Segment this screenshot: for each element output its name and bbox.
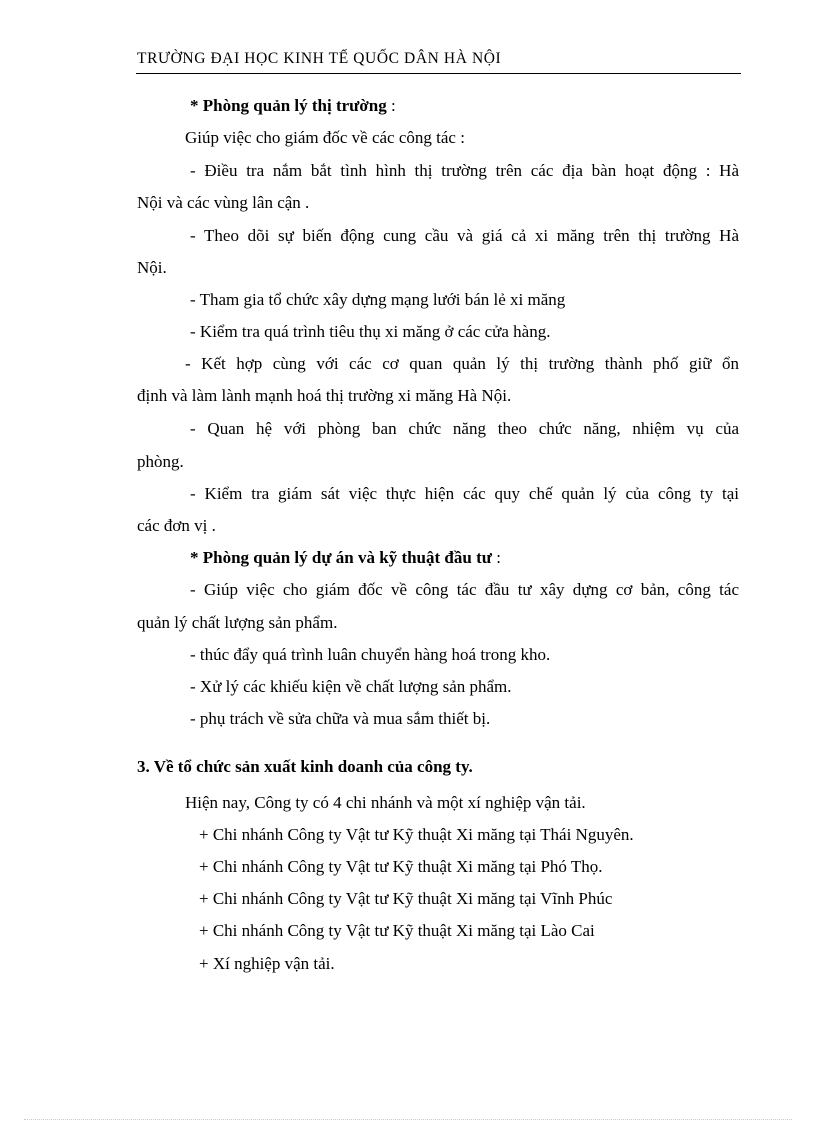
project-dept-heading-row (190, 548, 501, 568)
market-dept-item-7-line-2: các đơn vị . (137, 516, 216, 535)
project-dept-item-1-line-2: quản lý chất lượng sản phẩm. (137, 613, 338, 632)
page-header-title: TRƯỜNG ĐẠI HỌC KINH TẾ QUỐC DÂN HÀ NỘI (137, 50, 502, 67)
project-dept-item-2: - thúc đẩy quá trình luân chuyển hàng hoá trong kho. (190, 645, 551, 664)
market-dept-item-1-line-2: Nội và các vùng lân cận . (137, 193, 310, 212)
header-divider (136, 73, 741, 74)
market-dept-heading: * Phòng quản lý thị trường (190, 96, 387, 115)
market-dept-item-3: - Tham gia tổ chức xây dựng mạng lưới bán lẻ xi măng (190, 290, 566, 309)
section-3-heading: 3. Về tổ chức sản xuất kinh doanh của công ty. (137, 757, 473, 776)
branch-list-item: + Chi nhánh Công ty Vật tư Kỹ thuật Xi măng tại Phó Thọ. (199, 857, 603, 876)
section-3-intro: Hiện nay, Công ty có 4 chi nhánh và một xí nghiệp vận tải. (185, 793, 586, 812)
market-dept-item-6-line-2: phòng. (137, 452, 184, 471)
project-dept-item-1-line-1: - Giúp việc cho giám đốc về công tác đầu tư xây dựng cơ bản, công tác (190, 580, 739, 599)
market-dept-item-6-line-1: - Quan hệ với phòng ban chức năng theo chức năng, nhiệm vụ của (190, 419, 739, 438)
market-dept-item-5-line-2: định và làm lành mạnh hoá thị trường xi măng Hà Nội. (137, 386, 512, 405)
market-dept-heading-row (190, 96, 396, 116)
market-dept-heading-suffix: : (386, 96, 396, 115)
project-dept-heading-suffix: : (491, 548, 501, 567)
market-dept-item-2-line-1: - Theo dõi sự biến động cung cầu và giá cả xi măng trên thị trường Hà (190, 226, 739, 245)
branch-list-item: + Chi nhánh Công ty Vật tư Kỹ thuật Xi măng tại Lào Cai (199, 921, 595, 940)
market-dept-item-1-line-1: - Điều tra nắm bắt tình hình thị trường trên các địa bàn hoạt động : Hà (190, 161, 739, 180)
branch-list-item: + Chi nhánh Công ty Vật tư Kỹ thuật Xi măng tại Thái Nguyên. (199, 825, 634, 844)
branch-list-item: + Chi nhánh Công ty Vật tư Kỹ thuật Xi măng tại Vĩnh Phúc (199, 889, 613, 908)
market-dept-item-7-line-1: - Kiểm tra giám sát việc thực hiện các quy chế quản lý của công ty tại (190, 484, 739, 503)
market-dept-item-5-line-1: - Kết hợp cùng với các cơ quan quản lý thị trường thành phố giữ ổn (185, 354, 739, 373)
project-dept-heading: * Phòng quản lý dự án và kỹ thuật đầu tư (190, 548, 492, 567)
page-bottom-divider (24, 1119, 792, 1120)
market-dept-item-2-line-2: Nội. (137, 258, 167, 277)
project-dept-item-4: - phụ trách về sửa chữa và mua sắm thiết bị. (190, 709, 491, 728)
branch-list-item: + Xí nghiệp vận tải. (199, 954, 335, 973)
market-dept-item-4: - Kiểm tra quá trình tiêu thụ xi măng ở các cửa hàng. (190, 322, 551, 341)
market-dept-intro: Giúp việc cho giám đốc về các công tác : (185, 128, 465, 147)
project-dept-item-3: - Xử lý các khiếu kiện về chất lượng sản phẩm. (190, 677, 512, 696)
